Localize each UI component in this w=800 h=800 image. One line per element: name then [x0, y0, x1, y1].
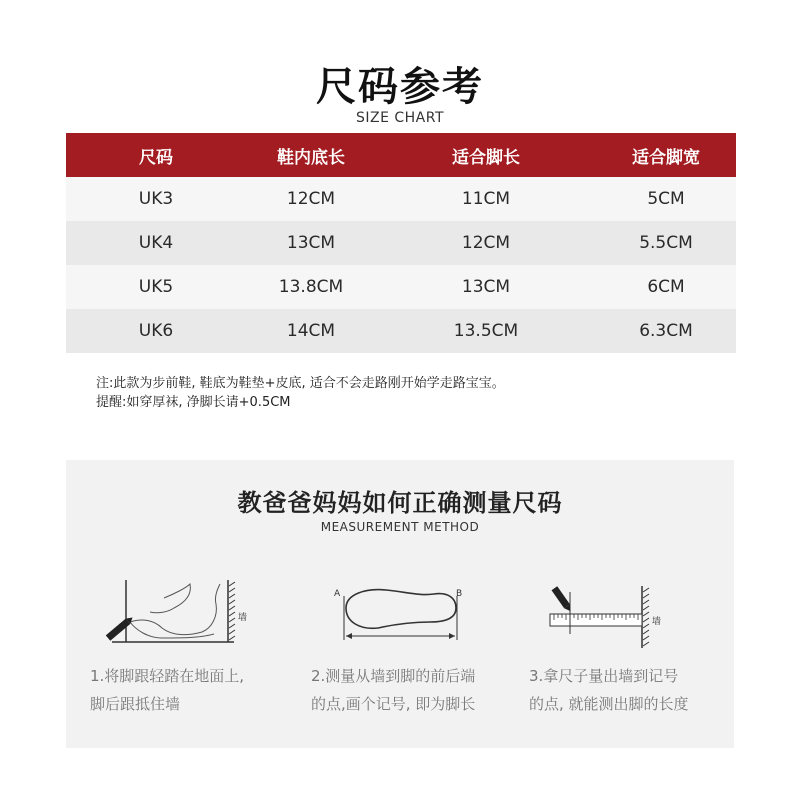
measurement-title: 教爸爸妈妈如何正确测量尺码 — [237, 489, 563, 517]
header-insole-length: 鞋内底长 — [277, 147, 345, 168]
wall-label: 墙 — [652, 617, 662, 627]
step-3-line-2: 的点, 就能测出脚的长度 — [529, 695, 689, 713]
cell-foot-length: 13.5CM — [453, 321, 519, 341]
wall-label: 墙 — [238, 613, 248, 623]
page-subtitle: SIZE CHART — [355, 110, 445, 126]
header-foot-width: 适合脚宽 — [632, 147, 700, 168]
cell-foot-length: 11CM — [461, 189, 511, 209]
point-b-label: B — [456, 589, 463, 599]
cell-size: UK4 — [138, 233, 174, 253]
notes — [96, 374, 505, 412]
measurement-panel — [66, 460, 734, 748]
point-a-label: A — [334, 589, 341, 599]
note-line: 注:此款为步前鞋, 鞋底为鞋垫+皮底, 适合不会走路刚开始学走路宝宝。 — [96, 376, 505, 391]
step-3 — [529, 662, 689, 718]
cell-size: UK5 — [138, 277, 174, 297]
cell-insole-length: 13.8CM — [278, 277, 344, 297]
measurement-subtitle: MEASUREMENT METHOD — [320, 520, 480, 534]
step-1-line-1: 1.将脚跟轻踏在地面上, — [90, 667, 245, 685]
header-size: 尺码 — [139, 147, 173, 168]
step-1 — [90, 662, 244, 718]
ruler-illustration — [546, 584, 686, 654]
cell-foot-length: 13CM — [461, 277, 511, 297]
cell-size: UK6 — [138, 321, 174, 341]
table-row — [66, 309, 736, 353]
footprint-illustration — [330, 582, 470, 646]
cell-size: UK3 — [138, 189, 174, 209]
step-3-line-1: 3.拿尺子量出墙到记号 — [529, 667, 679, 685]
step-2 — [311, 662, 475, 718]
step-2-line-2: 的点,画个记号, 即为脚长 — [311, 695, 476, 713]
cell-foot-length: 12CM — [461, 233, 511, 253]
cell-foot-width: 5.5CM — [639, 233, 693, 253]
cell-foot-width: 6.3CM — [639, 321, 693, 341]
reminder-line: 提醒:如穿厚袜, 净脚长请+0.5CM — [96, 395, 291, 410]
cell-insole-length: 12CM — [286, 189, 336, 209]
page-title: 尺码参考 — [316, 64, 484, 110]
cell-insole-length: 14CM — [286, 321, 336, 341]
step-1-line-2: 脚后跟抵住墙 — [90, 695, 181, 713]
table-row — [66, 265, 736, 309]
table-header-row — [66, 133, 736, 177]
cell-foot-width: 5CM — [647, 189, 685, 209]
foot-against-wall-illustration — [102, 578, 252, 658]
step-2-line-1: 2.测量从墙到脚的前后端 — [311, 667, 476, 685]
header-foot-length: 适合脚长 — [452, 147, 520, 168]
size-table — [66, 133, 736, 353]
table-row — [66, 177, 736, 221]
table-row — [66, 221, 736, 265]
cell-foot-width: 6CM — [647, 277, 685, 297]
cell-insole-length: 13CM — [286, 233, 336, 253]
